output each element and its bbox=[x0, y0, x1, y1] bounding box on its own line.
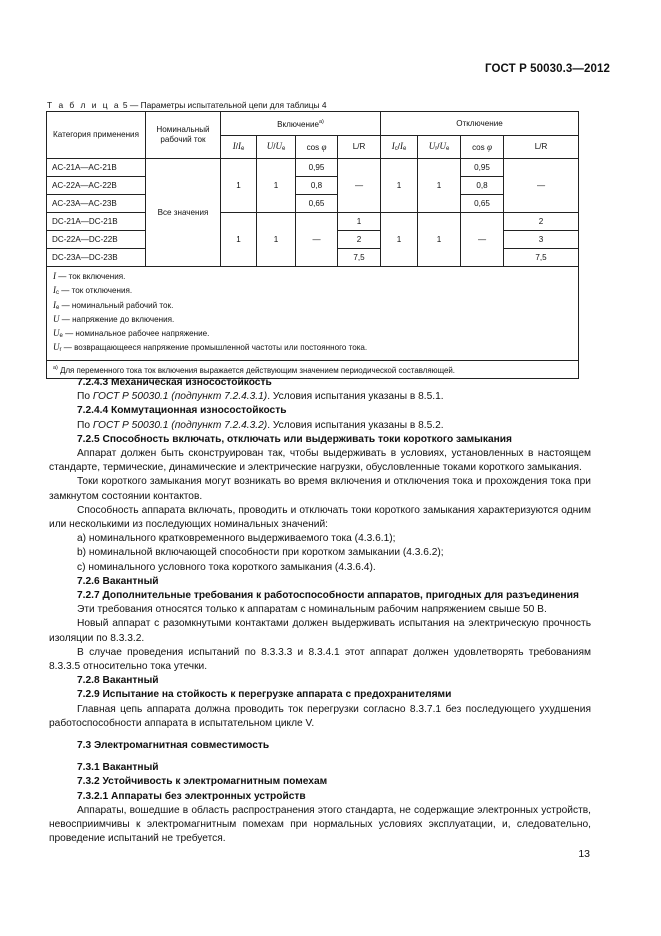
section-heading: 7.2.4.4 Коммутационная износостойкость bbox=[77, 405, 287, 417]
section-heading: 7.2.4.3 Механическая износостойкость bbox=[77, 377, 272, 388]
header-on-power-factor: cos φ bbox=[296, 136, 338, 159]
table-caption-lead: Т а б л и ц а bbox=[47, 100, 121, 110]
ac-on-current-ratio: 1 bbox=[221, 159, 257, 213]
on-power-factor-cell: 0,95 bbox=[296, 159, 338, 177]
on-power-factor-cell: 0,65 bbox=[296, 195, 338, 213]
category-cell: DC-22A—DC-22B bbox=[47, 231, 146, 249]
standard-reference: ГОСТ Р 50030.1 (подпункт 7.2.4.3.1) bbox=[92, 391, 268, 403]
legend-item: U — напряжение до включения. bbox=[53, 313, 175, 324]
paragraph: Способность аппарата включать, проводить и отключать токи короткого замыкания характеризуются одним или несколькими из последующих номинальных значений: bbox=[49, 504, 591, 531]
off-power-factor-cell: 0,95 bbox=[461, 159, 504, 177]
header-on-time-constant: L/R bbox=[338, 136, 381, 159]
paragraph: Новый аппарат с разомкнутыми контактами должен выдерживать испытания на электрическую прочность изоляции по 8.3.3.2. bbox=[49, 618, 591, 644]
paragraph: Аппараты, вошедшие в область распространения этого стандарта, не содержащие электронных устройств, невосприимчивы к электромагнитным помехам при нормальных условиях эксплуатации, и, следовательно, проведение испытаний не требуется. bbox=[49, 804, 591, 845]
header-off-current-ratio: $I_c/I_e$ bbox=[381, 136, 418, 159]
section-heading: 7.2.6 Вакантный bbox=[77, 575, 159, 587]
section-heading: 7.2.9 Испытание на стойкость к перегрузке аппарата с предохранителями bbox=[77, 689, 452, 701]
header-category: Категория применения bbox=[47, 112, 146, 159]
dc-off-power-factor: — bbox=[461, 213, 504, 267]
off-time-constant-cell: 2 bbox=[504, 213, 579, 231]
page-number: 13 bbox=[578, 848, 590, 860]
dc-off-voltage-ratio: 1 bbox=[418, 213, 461, 267]
on-time-constant-cell: 1 bbox=[338, 213, 381, 231]
dc-on-power-factor: — bbox=[296, 213, 338, 267]
ac-on-voltage-ratio: 1 bbox=[257, 159, 296, 213]
paragraph: По ГОСТ Р 50030.1 (подпункт 7.2.4.3.1). Условия испытания указаны в 8.5.1. bbox=[77, 391, 444, 403]
table-row bbox=[47, 213, 579, 231]
section-heading: 7.2.5 Способность включать, отключать или выдерживать токи короткого замыкания bbox=[77, 433, 512, 445]
paragraph: Аппарат должен быть сконструирован так, чтобы выдерживать в условиях, установленных в настоящем стандарте, термические, динамические и электрические нагрузки, обусловленные токами короткого замыкания. bbox=[49, 448, 591, 474]
on-time-constant-cell: 7,5 bbox=[338, 249, 381, 267]
off-time-constant-cell: 3 bbox=[504, 231, 579, 249]
category-cell: AC-21A—AC-21B bbox=[47, 159, 146, 177]
legend-item: $U_e$ — номинальное рабочее напряжение. bbox=[53, 328, 210, 340]
test-circuit-parameters-table bbox=[46, 111, 579, 379]
table-row bbox=[47, 177, 579, 195]
category-cell: DC-21A—DC-21B bbox=[47, 213, 146, 231]
standard-reference: ГОСТ Р 50030.1 (подпункт 7.2.4.3.2) bbox=[92, 419, 268, 431]
paragraph: Главная цепь аппарата должна проводить ток перегрузки согласно 8.3.7.1 без последующего ухудшения работоспособности аппарата в испытательном цикле V. bbox=[49, 703, 591, 729]
header-off-power-factor: cos φ bbox=[461, 136, 504, 159]
header-making-label: Включение bbox=[277, 120, 319, 129]
header-rated-current: Номинальный рабочий ток bbox=[146, 112, 221, 159]
table-row bbox=[47, 159, 579, 177]
footnote-mark: а) bbox=[53, 364, 58, 371]
header-on-current-ratio: $I/I_e$ bbox=[221, 136, 257, 159]
table-caption bbox=[47, 100, 327, 110]
symbol-legend bbox=[47, 267, 579, 361]
category-cell: AC-23A—AC-23B bbox=[47, 195, 146, 213]
paragraph: В случае проведения испытаний по 8.3.3.3 и 8.3.4.1 этот аппарат должен удовлетворять требованиям 8.3.3.5 относительно тока утечки. bbox=[49, 646, 591, 673]
footnote-ref: а) bbox=[318, 119, 324, 125]
all-values-cell: Все значения bbox=[146, 159, 221, 267]
standard-designation: ГОСТ Р 50030.3—2012 bbox=[485, 63, 610, 75]
section-heading: 7.2.8 Вакантный bbox=[77, 675, 159, 687]
legend-item: $I_c$ — ток отключения. bbox=[53, 285, 133, 297]
ac-off-voltage-ratio: 1 bbox=[418, 159, 461, 213]
document-body bbox=[49, 376, 591, 847]
section-heading: 7.2.7 Дополнительные требования к работоспособности аппаратов, пригодных для разъединения bbox=[77, 590, 579, 602]
off-power-factor-cell: 0,8 bbox=[461, 177, 504, 195]
off-power-factor-cell: 0,65 bbox=[461, 195, 504, 213]
header-off-time-constant: L/R bbox=[504, 136, 579, 159]
dc-on-current-ratio: 1 bbox=[221, 213, 257, 267]
table-caption-text: 5 — Параметры испытательной цепи для таблицы 4 bbox=[122, 100, 327, 110]
section-heading: 7.3 Электромагнитная совместимость bbox=[77, 740, 270, 752]
dc-off-current-ratio: 1 bbox=[381, 213, 418, 267]
section-heading: 7.3.1 Вакантный bbox=[77, 762, 159, 774]
category-cell: DC-23A—DC-23B bbox=[47, 249, 146, 267]
section-heading: 7.3.2 Устойчивость к электромагнитным помехам bbox=[77, 776, 328, 788]
header-breaking: Отключение bbox=[381, 112, 579, 136]
list-item: b) номинальной включающей способности при коротком замыкании (4.3.6.2); bbox=[77, 547, 444, 559]
footnote-text: Для переменного тока ток включения выражается действующим значением периодической составляющей. bbox=[60, 365, 455, 375]
legend-item: $U_r$ — возвращающееся напряжение промышленной частоты или постоянного тока. bbox=[53, 342, 368, 354]
legend-item: I — ток включения. bbox=[53, 271, 126, 281]
category-cell: AC-22A—AC-22B bbox=[47, 177, 146, 195]
list-item: a) номинального кратковременного выдерживаемого тока (4.3.6.1); bbox=[77, 533, 396, 545]
ac-on-time-constant: — bbox=[338, 159, 381, 213]
on-time-constant-cell: 2 bbox=[338, 231, 381, 249]
header-off-voltage-ratio: $U_r/U_e$ bbox=[418, 136, 461, 159]
dc-on-voltage-ratio: 1 bbox=[257, 213, 296, 267]
table-row bbox=[47, 195, 579, 213]
section-heading: 7.3.2.1 Аппараты без электронных устройств bbox=[77, 790, 306, 802]
ac-off-current-ratio: 1 bbox=[381, 159, 418, 213]
legend-item: $I_e$ — номинальный рабочий ток. bbox=[53, 299, 174, 311]
header-making bbox=[221, 112, 381, 136]
off-time-constant-cell: 7,5 bbox=[504, 249, 579, 267]
ac-off-time-constant: — bbox=[504, 159, 579, 213]
paragraph: По ГОСТ Р 50030.1 (подпункт 7.2.4.3.2). Условия испытания указаны в 8.5.2. bbox=[77, 419, 444, 431]
header-on-voltage-ratio: $U/U_e$ bbox=[257, 136, 296, 159]
list-item: c) номинального условного тока короткого замыкания (4.3.6.4). bbox=[77, 561, 376, 573]
on-power-factor-cell: 0,8 bbox=[296, 177, 338, 195]
paragraph: Токи короткого замыкания могут возникать во время включения и отключения тока и прохождения тока при замкнутом состоянии контактов. bbox=[49, 476, 591, 502]
paragraph: Эти требования относятся только к аппаратам с номинальным рабочим напряжением свыше 50 В. bbox=[77, 604, 547, 616]
